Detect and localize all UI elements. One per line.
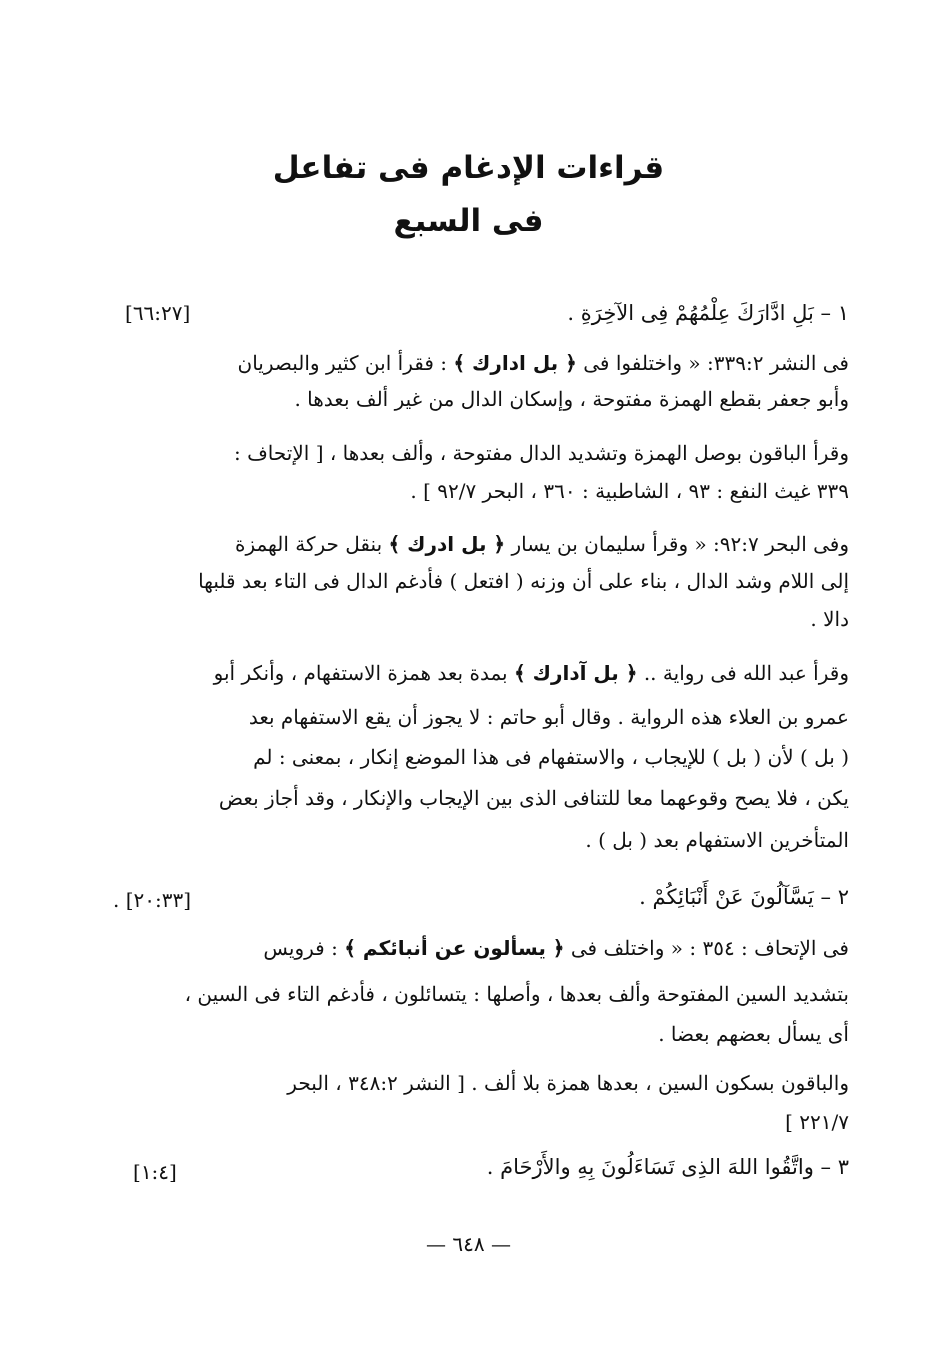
quoted-reading: ﴿ بل ادرك ﴾ [388,532,506,556]
verse-3: ٣ – واتَّقُوا اللهَ الذِى تَسَاءَلُونَ بِهِ والأَرْحَامَ . [486,1155,849,1179]
paragraph-line: فى النشر ٣٣٩:٢: « واختلفوا فى ﴿ بل ادارك ﴾ : فقرأ ابن كثير والبصريان [237,351,849,375]
quoted-reading: ﴿ بل آدارك ﴾ [513,661,638,685]
paragraph-line: ٢٢١/٧ ] [785,1110,849,1134]
verse-3-reference: [١:٤] [133,1160,177,1184]
verse-1: ١ – بَلِ ادَّارَكَ عِلْمُهُمْ فِى الآخِرَةِ . [567,301,849,325]
paragraph-line: وفى البحر ٩٢:٧: « وقرأ سليمان بن يسار ﴿ بل ادرك ﴾ بنقل حركة الهمزة [234,532,849,556]
page-title: قراءات الإدغام فى تفاعل [272,150,665,186]
paragraph-line: إلى اللام وشد الدال ، بناء على أن وزنه ( افتعل ) فأدغم الدال فى التاء بعد قلبها [198,569,849,593]
paragraph-line: وقرأ عبد الله فى رواية .. ﴿ بل آدارك ﴾ بمدة بعد همزة الاستفهام ، وأنكر أبو [213,661,849,685]
paragraph-line: ٣٣٩ غيث النفع : ٩٣ ، الشاطبية : ٣٦٠ ، البحر ٩٢/٧ ] . [410,479,849,503]
verse-2-reference: . [٢٠:٣٣] [113,888,192,912]
paragraph-line: عمرو بن العلاء هذه الرواية . وقال أبو حاتم : لا يجوز أن يقع الاستفهام بعد [248,705,849,729]
paragraph-line: أى يسأل بعضهم بعضا . [658,1022,849,1046]
paragraph-line: فى الإتحاف : ٣٥٤ : « واختلف فى ﴿ يسألون عن أنبائكم ﴾ : فرويس [263,936,849,960]
verse-1-reference: [٦٦:٢٧] [125,301,191,325]
paragraph-line: المتأخرين الاستفهام بعد ( بل ) . [585,828,849,852]
paragraph-line: والباقون بسكون السين ، بعدها همزة بلا ألف . [ النشر ٣٤٨:٢ ، البحر [287,1071,849,1095]
paragraph-line: وقرأ الباقون بوصل الهمزة وتشديد الدال مفتوحة ، وألف بعدها ، [ الإتحاف : [233,441,849,465]
verse-2: ٢ – يَسَّآلُونَ عَنْ أَنْبَائِكُمْ . [639,885,849,909]
quoted-reading: ﴿ يسألون عن أنبائكم ﴾ [344,936,565,960]
paragraph-line: وأبو جعفر بقطع الهمزة مفتوحة ، وإسكان الدال من غير ألف بعدها . [294,387,849,411]
paragraph-line: ( بل ) لأن ( بل ) للإيجاب ، والاستفهام فى هذا الموضع إنكار ، بمعنى : لم [253,745,849,769]
quoted-reading: ﴿ بل ادارك ﴾ [453,351,577,375]
paragraph-line: دالا . [810,607,849,631]
page-number: — ٦٤٨ — [426,1232,511,1256]
page-subtitle: فى السبع [393,203,544,239]
paragraph-line: بتشديد السين المفتوحة وألف بعدها ، وأصلها : يتسائلون ، فأدغم التاء فى السين ، [184,982,849,1006]
paragraph-line: يكن ، فلا يصح وقوعهما معا للتنافى الذى بين الإيجاب والإنكار ، وقد أجاز بعض [218,786,849,810]
